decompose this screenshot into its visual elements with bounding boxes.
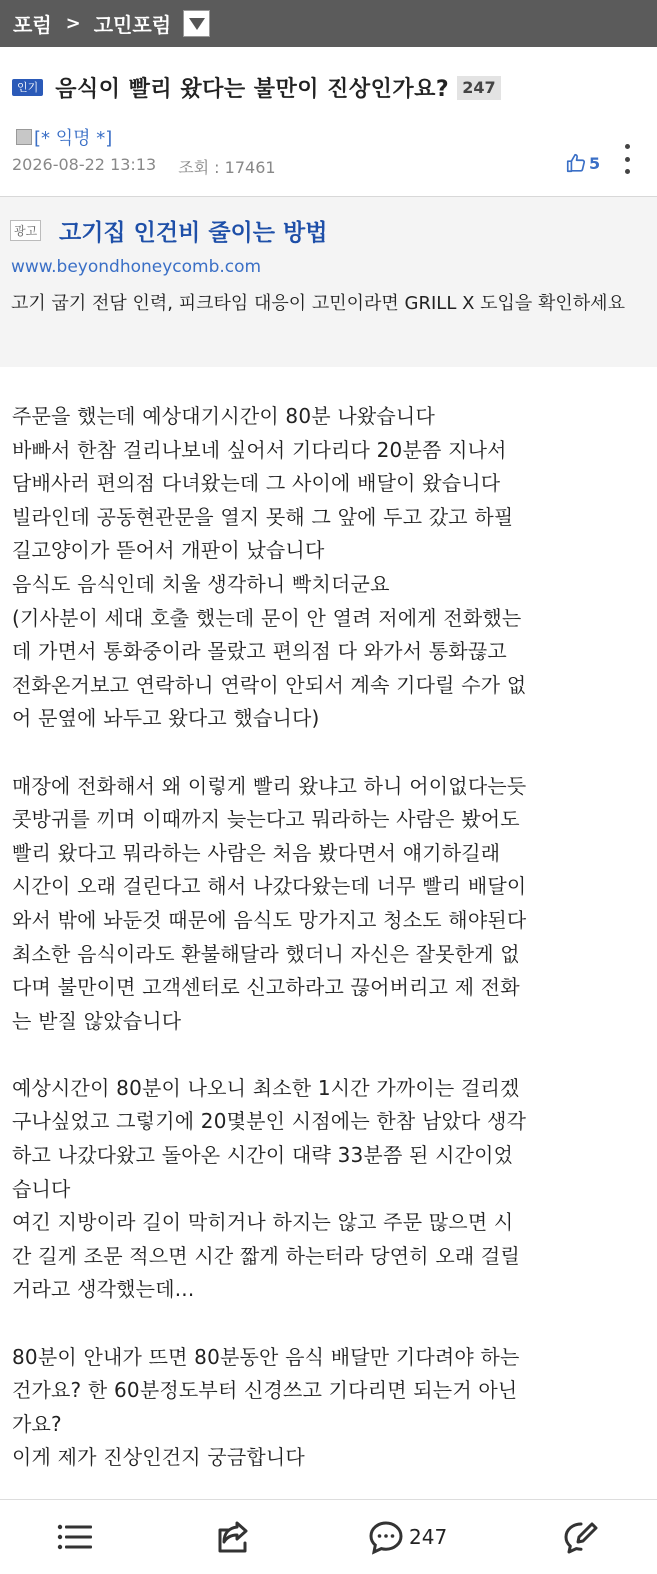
like-button[interactable] [565,152,600,174]
comment-count: 247 [409,1525,448,1549]
ad-description: 고기 굽기 전담 인력, 피크타임 대응이 고민이라면 GRILL X 도입을 확인하세요 [11,293,625,314]
post-views: 조회 : 17461 [178,158,276,177]
post-meta [12,155,276,178]
popular-badge: 인기 [12,79,43,96]
breadcrumb-separator: > [65,13,81,34]
comment-count-badge[interactable]: 247 [457,76,500,100]
ad-label: 광고 [10,220,41,241]
more-vert-icon[interactable] [620,144,634,174]
post-date: 2026-08-22 13:13 [12,155,157,174]
share-button[interactable] [214,1518,252,1556]
ad-url[interactable]: www.beyondhoneycomb.com [11,257,262,277]
write-icon [562,1518,600,1556]
list-button[interactable] [56,1518,94,1556]
top-bar [0,0,657,47]
like-count: 5 [589,153,601,173]
post-body: 주문을 했는데 예상대기시간이 80분 나왔습니다 바빠서 한참 걸리나보네 싶어서 기다리다 20분쯤 지나서 담배사러 편의점 다녀왔는데 그 사이에 배달이 왔습니다 빌라인데 공동현관문을 열지 못해 그 앞에 두고 갔고 하필 길고양이가 뜯어서 개판이 났습니다 음식도 음식인데 치울 생각하니 빡치더군요 (기사분이 세대 호출 했는데 문이 안 열려 저에게 전화했는 데 가면서 통화중이라 몰랐고 편의점 다 와가서 통화끊고 전화온거보고 연락하니 연락이 안되서 계속 기다릴 수가 없 어 문옆에 놔두고 왔다고 했습니다) 매장에 전화해서 왜 이렇게 빨리 왔냐고 하니 어이없다는듯 콧방귀를 끼며 이때까지 늦는다고 뭐라하는 사람은 봤어도 빨리 왔다고 뭐라하는 사람은 처음 봤다면서 얘기하길래 시간이 오래 걸린다고 해서 나갔다왔는데 너무 빨리 배달이 와서 밖에 놔둔것 때문에 음식도 망가지고 청소도 해야된다 최소한 음식이라도 환불해달라 했더니 자신은 잘못한게 없 다며 불만이면 고객센터로 신고하라고 끊어버리고 제 전화 는 받질 않았습니다 예상시간이 80분이 나오니 최소한 1시간 가까이는 걸리겠 구나싶었고 그렇기에 20몇분인 시점에는 한참 남았다 생각 하고 나갔다왔고 돌아온 시간이 대략 33분쯤 된 시간이었 습니다 여긴 지방이라 길이 막히거나 하지는 않고 주문 많으면 시 간 길게 조문 적으면 시간 짧게 하는터라 당연히 오래 걸릴 거라고 생각했는데... 80분이 안내가 뜨면 80분동안 음식 배달만 기다려야 하는 건가요? 한 60분정도부터 신경쓰고 기다리면 되는거 아닌 가요? 이게 제가 진상인건지 궁금합니다 [12,404,527,1470]
forum-dropdown-button[interactable] [183,10,210,37]
comment-icon [367,1518,405,1556]
share-icon [214,1518,252,1556]
ad-title[interactable]: 고기집 인건비 줄이는 방법 [59,220,328,246]
post-title: 음식이 빨리 왔다는 불만이 진상인가요? [55,77,450,102]
breadcrumb-root[interactable]: 포럼 [13,13,52,37]
comments-button[interactable] [367,1518,447,1556]
write-button[interactable] [562,1518,600,1556]
list-icon [56,1518,94,1556]
author-name[interactable]: [* 익명 *] [34,128,113,149]
chevron-down-icon [189,18,205,30]
post-title-row [12,72,501,103]
author-level-icon [16,129,32,145]
thumbs-up-icon [565,152,587,174]
ad-block[interactable] [0,197,657,367]
breadcrumb-current[interactable]: 고민포럼 [93,13,172,37]
author-row [16,124,112,150]
bottom-toolbar [0,1500,657,1574]
